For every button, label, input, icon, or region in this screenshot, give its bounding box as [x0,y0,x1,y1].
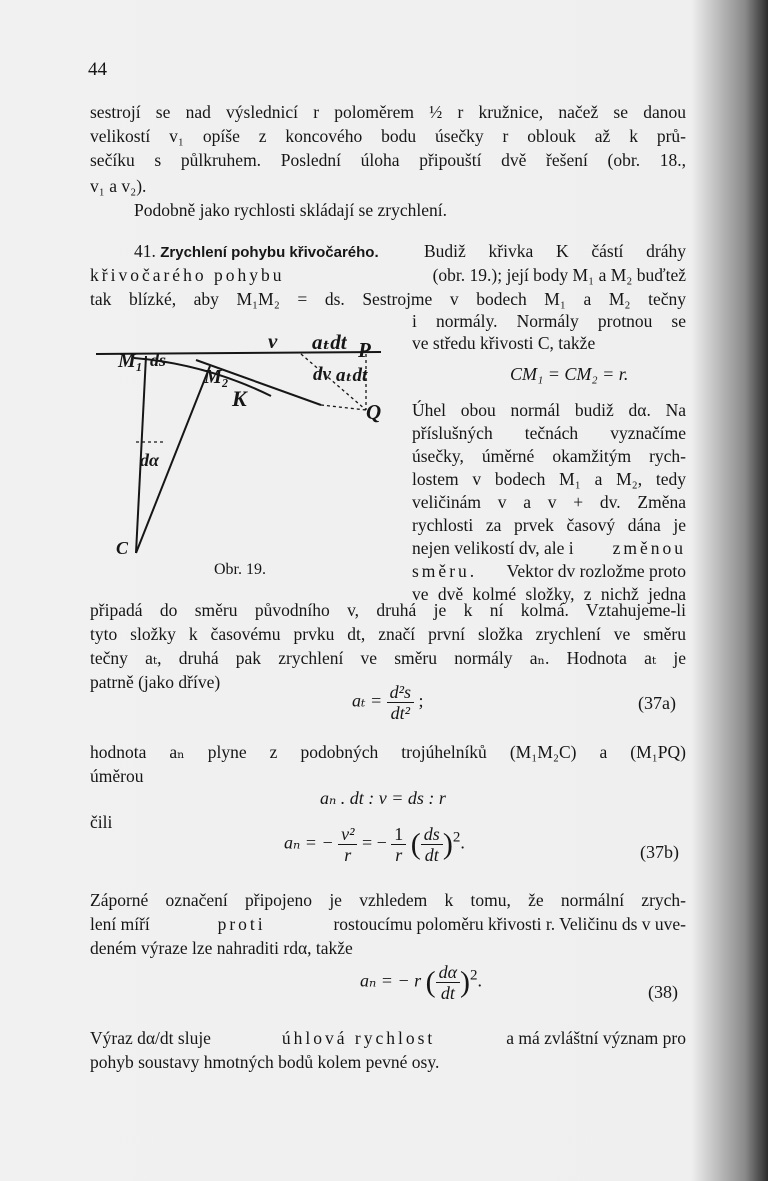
equation-proportion: aₙ . dt : v = ds : r [320,788,446,808]
text-line: tečny aₜ, druhá pak zrychlení ve směru normály aₙ. Hodnota aₜ je [90,648,686,668]
label-v: v [268,329,278,353]
label-at-dt: aₜdt [312,330,347,354]
equation-38: aₙ = − r ( $\frac{d\alpha}{dt}$ )$^2$. [360,962,483,1003]
emphasis-spaced: úhlová rychlost [281,1028,436,1048]
label-m1: M₁ [118,350,143,372]
text-line: Podobně jako rychlosti skládají se zrychlení. [134,200,447,220]
text-line: Záporné označení připojeno je vzhledem k tomu, že normální zrych- [90,890,686,910]
label-dalpha: dα [140,450,159,470]
text-line: směru. Vektor dv rozložme proto [412,561,686,581]
section-number: 41. Zrychlení pohybu křivočarého. [134,241,379,261]
emphasis-spaced: směru. [412,561,478,581]
emphasis-spaced: proti [217,914,266,934]
text-line: veličinám v a v + dv. Změna [412,492,686,512]
equation-radius: CM₁ = CM₂ = r. [510,364,629,384]
text-line: velikostí v₁ opíše z koncového bodu úsečky r oblouk až k prů- [90,126,686,146]
emphasis-spaced: křivočarého pohybu [90,265,285,285]
text-line: křivočarého pohybu (obr. 19.); její body M₁ a M₂ buďtež [90,265,686,285]
text-line: úsečky, úměrné okamžitým rych- [412,446,686,466]
label-dv: dv [313,364,331,385]
equation-number: (37b) [640,842,679,862]
emphasis-spaced: změnou [612,538,686,558]
text-line: lostem v bodech M₁ a M₂, tedy [412,469,686,489]
section-heading: Zrychlení pohybu křivočarého. [160,244,379,261]
text-line: v₁ a v₂). [90,176,147,196]
dashed-dv-line [321,405,366,410]
text-line: ve dvě kolmé složky, z nichž jedna [412,584,686,604]
text-line: čili [90,812,113,832]
text-line: lení míří proti rostoucímu poloměru křivosti r. Veličinu ds v uve- [90,914,686,934]
text-line: sestrojí se nad výslednicí r poloměrem ½ r kružnice, načež se danou [90,102,686,122]
text-line: pohyb soustavy hmotných bodů kolem pevné osy. [90,1052,440,1072]
equation-number: (38) [648,982,678,1002]
text-line: i normály. Normály protnou se [412,311,686,331]
text-line: tyto složky k časovému prvku dt, značí první složka zrychlení ve směru [90,624,686,644]
text-line: Budiž křivka K částí dráhy [424,241,686,261]
equation-number: (37a) [638,693,676,713]
label-c: C [116,538,129,558]
label-q: Q [366,400,382,424]
equation-37b: aₙ = − $\frac{\text{v²}}{r}$ = − $\frac{1}{r}$ ( $\frac{ds}{dt}$ )$^2$. [284,824,465,865]
text-line: sečíku s půlkruhem. Poslední úloha připouští dvě řešení (obr. 18., [90,150,686,170]
label-ds: ds [150,350,167,370]
label-at: aₜdt [336,365,368,386]
label-k: K [232,386,247,411]
text-line: deném výraze lze nahraditi rdα, takže [90,938,353,958]
equation-37a: aₜ = $\frac{\text{d²s}}{\text{dt²}}$ ; [352,682,424,723]
label-p: P [358,338,371,362]
text-line: příslušných tečnách vyznačíme [412,423,686,443]
text-line: hodnota aₙ plyne z podobných trojúhelníků (M₁M₂C) a (M₁PQ) [90,742,686,762]
figure-caption: Obr. 19. [214,561,266,578]
text-line: nejen velikostí dv, ale i změnou [412,538,686,558]
text-line: patrně (jako dříve) [90,672,221,692]
text-line: Výraz dα/dt sluje úhlová rychlost a má zvláštní význam pro [90,1028,686,1048]
text-line: úměrou [90,766,144,786]
text-line: tak blízké, aby M₁M₂ = ds. Sestrojme v bodech M₁ a M₂ tečny [90,289,686,309]
page-number: 44 [88,59,107,80]
text-line: rychlosti za prvek časový dána je [412,515,686,535]
text-line: Úhel obou normál budiž dα. Na [412,400,686,420]
label-m2: M₂ [204,366,229,388]
text-line: ve středu křivosti C, takže [412,333,596,353]
text-line: připadá do směru původního v, druhá je k ní kolmá. Vztahujeme-li [90,600,686,620]
